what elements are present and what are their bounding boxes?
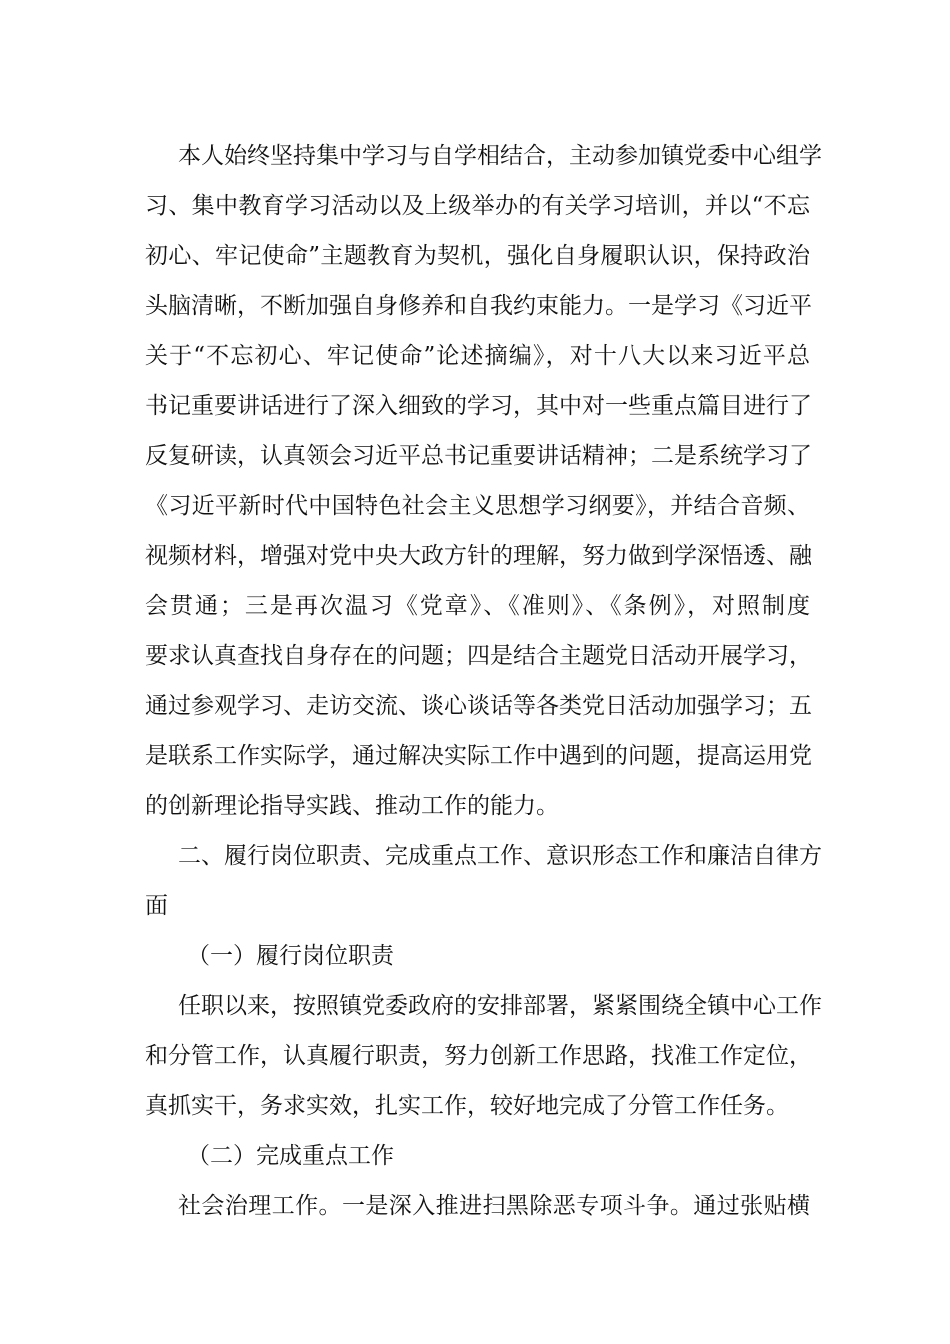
section-heading-line-2: 面 [145,893,168,919]
paragraph-1-line-6: 书记重要讲话进行了深入细致的学习，其中对一些重点篇目进行了 [145,393,812,419]
section-heading-line-1: 二、履行岗位职责、完成重点工作、意识形态工作和廉洁自律方 [178,843,822,869]
subsection-heading-2: （二）完成重点工作 [187,1143,394,1169]
paragraph-2-line-1: 任职以来，按照镇党委政府的安排部署，紧紧围绕全镇中心工作 [178,993,822,1019]
document-body [145,131,822,1231]
paragraph-1-line-2: 习、集中教育学习活动以及上级举办的有关学习培训，并以“不忘 [145,193,810,219]
paragraph-1-line-10: 会贯通；三是再次温习《党章》、《准则》、《条例》，对照制度 [145,593,810,619]
paragraph-2-line-2: 和分管工作，认真履行职责，努力创新工作思路，找准工作定位， [145,1043,812,1069]
paragraph-1-line-7: 反复研读，认真领会习近平总书记重要讲话精神；二是系统学习了 [145,443,812,469]
paragraph-1-line-9: 视频材料，增强对党中央大政方针的理解，努力做到学深悟透、融 [145,543,812,569]
paragraph-1-line-14: 的创新理论指导实践、推动工作的能力。 [145,793,559,819]
paragraph-1-line-5: 关于“不忘初心、牢记使命”论述摘编》，对十八大以来习近平总 [145,343,810,369]
paragraph-1-line-11: 要求认真查找自身存在的问题；四是结合主题党日活动开展学习， [145,643,812,669]
paragraph-1-line-13: 是联系工作实际学，通过解决实际工作中遇到的问题，提高运用党 [145,743,812,769]
paragraph-1-line-4: 头脑清晰，不断加强自身修养和自我约束能力。一是学习《习近平 [145,293,812,319]
paragraph-2-line-3: 真抓实干，务求实效，扎实工作，较好地完成了分管工作任务。 [145,1093,789,1119]
paragraph-1-line-12: 通过参观学习、走访交流、谈心谈话等各类党日活动加强学习；五 [145,693,812,719]
paragraph-1-line-8: 《习近平新时代中国特色社会主义思想学习纲要》，并结合音频、 [145,493,810,519]
paragraph-3-line-1: 社会治理工作。一是深入推进扫黑除恶专项斗争。通过张贴横 [178,1193,810,1219]
paragraph-1-line-3: 初心、牢记使命”主题教育为契机，强化自身履职认识，保持政治 [145,243,810,269]
paragraph-1-line-1: 本人始终坚持集中学习与自学相结合，主动参加镇党委中心组学 [178,143,822,169]
subsection-heading-1: （一）履行岗位职责 [187,943,394,969]
